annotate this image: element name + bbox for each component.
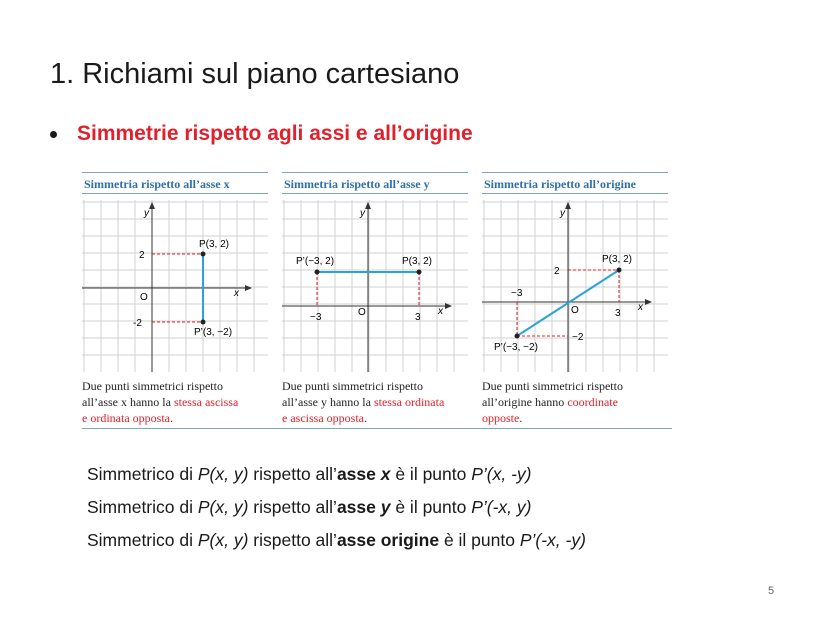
rule-line-y: Simmetrico di P(x, y) rispetto all’asse y è il punto P’(-x, y) xyxy=(87,497,532,517)
svg-text:x: x xyxy=(438,306,443,317)
svg-text:P(3, 2): P(3, 2) xyxy=(199,239,230,250)
svg-text:P’(−3, −2): P’(−3, −2) xyxy=(494,342,538,353)
svg-text:y: y xyxy=(560,208,565,219)
panel-x-axis xyxy=(82,172,268,430)
bullet-dot-icon xyxy=(50,131,57,138)
svg-text:x: x xyxy=(234,288,239,299)
panel-title: Simmetria rispetto all’asse x xyxy=(84,177,230,191)
bullet-text: Simmetrie rispetto agli assi e all’origine xyxy=(77,122,473,145)
svg-text:x: x xyxy=(638,302,643,313)
svg-text:-2: -2 xyxy=(133,318,142,329)
panel-description: Due punti simmetrici rispetto all’asse y hanno la stessa ordinata e ascissa opposta. xyxy=(282,379,445,425)
panel-origin xyxy=(482,172,668,430)
svg-text:y: y xyxy=(144,208,149,219)
graph-x-axis xyxy=(82,200,268,372)
svg-text:P’(−3, 2): P’(−3, 2) xyxy=(296,256,335,267)
symmetry-figures xyxy=(82,172,672,430)
graph-y-axis xyxy=(282,200,468,372)
svg-text:y: y xyxy=(360,208,365,219)
panel-y-axis xyxy=(282,172,468,430)
svg-text:−2: −2 xyxy=(572,332,584,343)
svg-text:3: 3 xyxy=(615,308,621,319)
svg-text:−3: −3 xyxy=(310,312,322,323)
svg-text:P’(3, −2): P’(3, −2) xyxy=(194,327,233,338)
panel-title: Simmetria rispetto all’origine xyxy=(484,177,636,191)
svg-text:3: 3 xyxy=(415,312,421,323)
panel-header xyxy=(482,172,668,194)
rule-line-origin: Simmetrico di P(x, y) rispetto all’asse origine è il punto P’(-x, -y) xyxy=(87,530,586,550)
svg-text:P(3, 2): P(3, 2) xyxy=(402,256,433,267)
panel-header xyxy=(282,172,468,194)
svg-text:O: O xyxy=(140,292,148,303)
svg-text:2: 2 xyxy=(554,266,560,277)
svg-text:O: O xyxy=(571,305,579,316)
bullet-item xyxy=(50,122,473,146)
symmetry-rules xyxy=(87,458,586,557)
svg-text:P(3, 2): P(3, 2) xyxy=(602,254,633,265)
panel-header xyxy=(82,172,268,194)
panel-description: Due punti simmetrici rispetto all’origine hanno coordinate opposte. xyxy=(482,379,623,425)
panel-description: Due punti simmetrici rispetto all’asse x hanno la stessa ascissa e ordinata opposta. xyxy=(82,379,239,425)
graph-origin xyxy=(482,200,668,372)
figure-bottom-rule xyxy=(82,428,672,429)
rule-line-x: Simmetrico di P(x, y) rispetto all’asse x è il punto P’(x, -y) xyxy=(87,464,532,484)
svg-text:−3: −3 xyxy=(511,288,523,299)
svg-text:2: 2 xyxy=(139,250,145,261)
panel-title: Simmetria rispetto all’asse y xyxy=(284,177,430,191)
svg-text:O: O xyxy=(358,307,366,318)
page-title: 1. Richiami sul piano cartesiano xyxy=(50,58,460,90)
page-number: 5 xyxy=(768,585,775,597)
